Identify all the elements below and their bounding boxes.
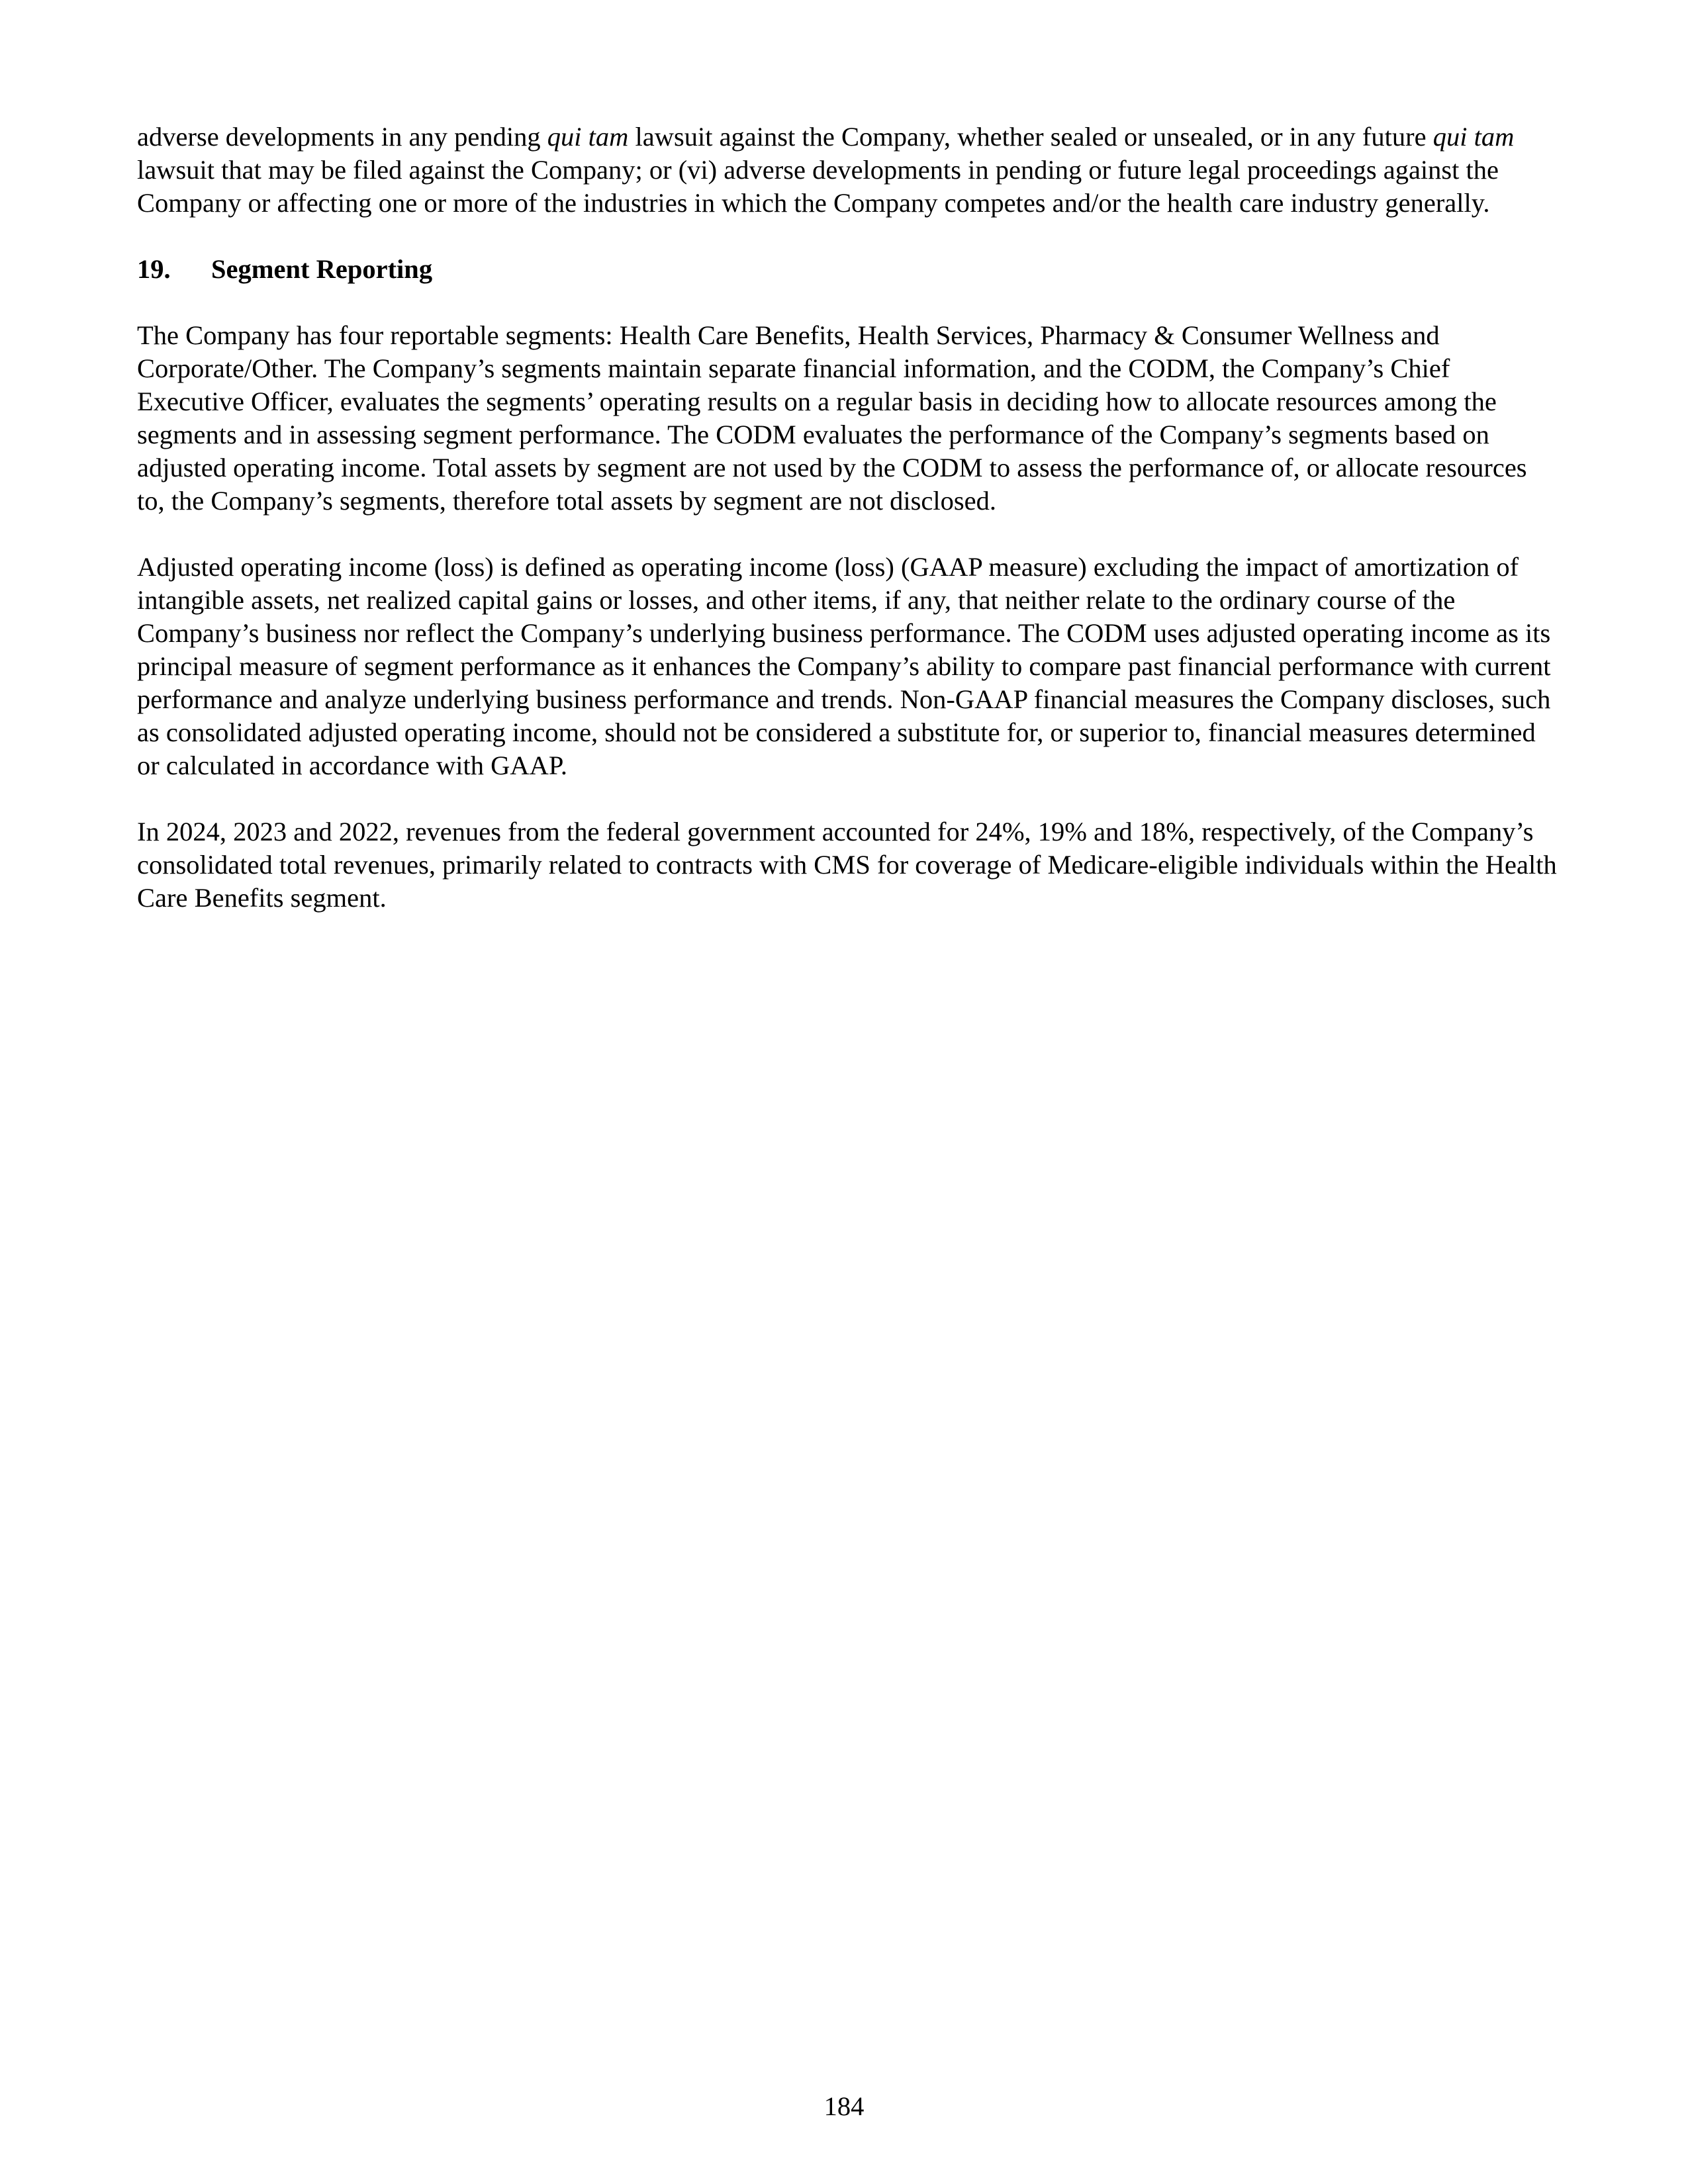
page-content xyxy=(137,120,1560,948)
intro-paragraph xyxy=(137,120,1560,220)
segments-paragraph: The Company has four reportable segments: Health Care Benefits, Health Services, Pharmacy & Consumer Wellness and Corporate/Other. The Company’s segments maintain separate financial information, and the CODM, the Company’s Chief Executive Officer, evaluates the segments’ operating results on a regular basis in deciding how to allocate resources among the segments and in assessing segment performance. The CODM evaluates the performance of the Company’s segments based on adjusted operating income. Total assets by segment are not used by the CODM to assess the performance of, or allocate resources to, the Company’s segments, therefore total assets by segment are not disclosed. xyxy=(137,320,1527,516)
intro-text-1: adverse developments in any pending xyxy=(137,122,547,152)
intro-text-3: lawsuit that may be filed against the Company; or (vi) adverse developments in pending or future legal proceedings against the Company or affecting one or more of the industries in which the Company competes and/or the health care industry generally. xyxy=(137,155,1499,218)
adjusted-income-paragraph: Adjusted operating income (loss) is defined as operating income (loss) (GAAP measure) excluding the impact of amortization of intangible assets, net realized capital gains or losses, and other items, if any, that neither relate to the ordinary course of the Company’s business nor reflect the Company’s underlying business performance. The CODM uses adjusted operating income as its principal measure of segment performance as it enhances the Company’s ability to compare past financial performance with current performance and analyze underlying business performance and trends. Non-GAAP financial measures the Company discloses, such as consolidated adjusted operating income, should not be considered a substitute for, or superior to, financial measures determined or calculated in accordance with GAAP. xyxy=(137,552,1551,780)
section-heading xyxy=(137,253,1560,286)
qui-tam-term-1: qui tam xyxy=(547,122,629,152)
federal-revenue-paragraph: In 2024, 2023 and 2022, revenues from the federal government accounted for 24%, 19% and 18%, respectively, of the Company’s consolidated total revenues, primarily related to contracts with CMS for coverage of Medicare-eligible individuals within the Health Care Benefits segment. xyxy=(137,817,1557,913)
intro-text-2: lawsuit against the Company, whether sealed or unsealed, or in any future xyxy=(628,122,1433,152)
section-title: Segment Reporting xyxy=(211,254,433,284)
section-number: 19. xyxy=(137,254,171,284)
page-number: 184 xyxy=(823,2091,865,2121)
qui-tam-term-2: qui tam xyxy=(1432,122,1515,152)
